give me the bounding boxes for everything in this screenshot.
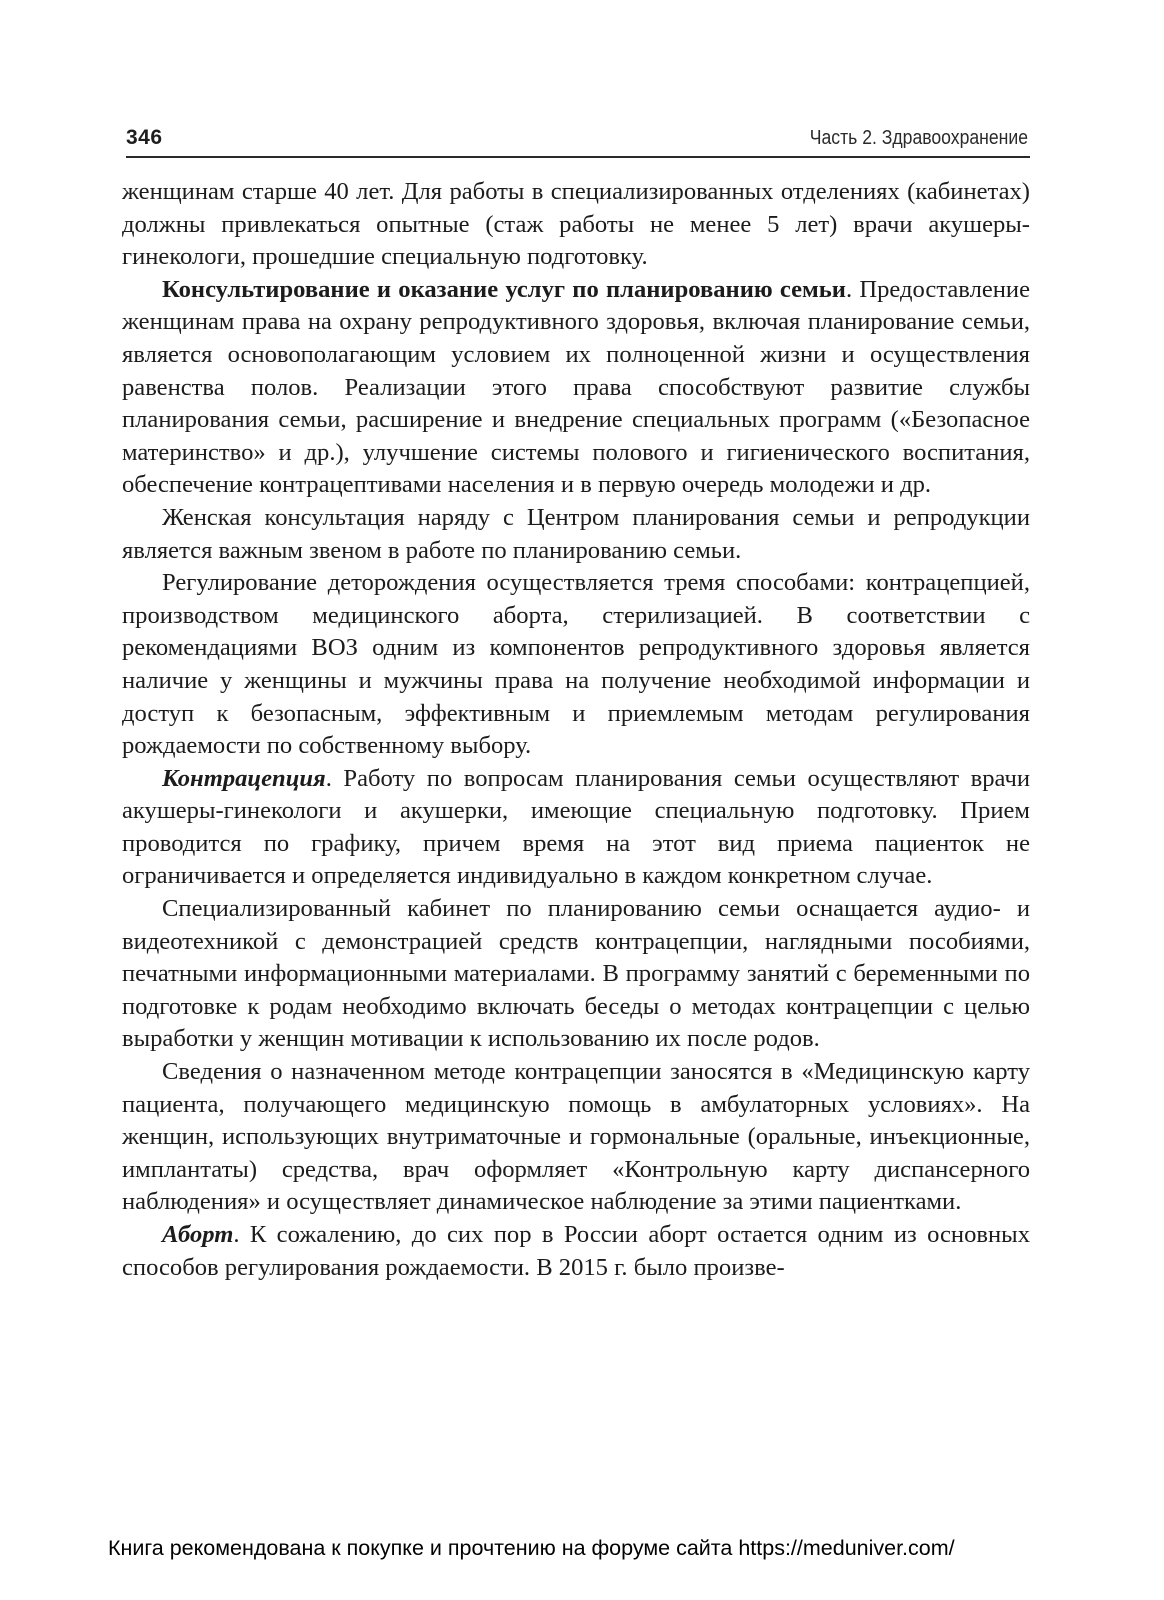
paragraph-text: Женская консультация наряду с Центром планирования семьи и репродукции является важным звеном в работе по планированию семьи. <box>122 503 1030 564</box>
paragraph-term: Консультирование и оказание услуг по планированию семьи <box>162 275 846 303</box>
chapter-title: Часть 2. Здравоохранение <box>809 127 1028 149</box>
page-number: 346 <box>126 126 163 149</box>
footer-note: Книга рекомендована к покупке и прочтению на форуме сайта https://meduniver.com/ <box>108 1536 955 1560</box>
paragraph-continuation <box>122 176 1030 274</box>
paragraph-text: . Предоставление женщинам права на охрану репродуктивного здоровья, включая планирование семьи, является основополагающим условием их полноценной жизни и осуществления равенства полов. Реализации этого права способствуют развитие службы планирования семьи, расширение и внедрение специальных программ («Безопасное материнство» и др.), улучшение системы полового и гигиенического воспитания, обеспечение контрацептивами населения и в первую очередь молодежи и др. <box>122 275 1030 499</box>
paragraph-text: . Работу по вопросам планирования семьи осуществляют врачи акушеры-гинекологи и акушерки, имеющие специальную подготовку. Прием проводится по графику, причем время на этот вид приема пациенток не ограничивается и определяется индивидуально в каждом конкретном случае. <box>122 764 1030 890</box>
paragraph-text: Сведения о назначенном методе контрацепции заносятся в «Медицинскую карту пациента, получающего медицинскую помощь в амбулаторных условиях». На женщин, использующих внутриматочные и гормональные (оральные, инъекционные, имплантаты) средства, врач оформляет «Контрольную карту диспансерного наблюдения» и осуществляет динамическое наблюдение за этими пациентками. <box>122 1058 1030 1216</box>
running-head <box>126 124 1030 158</box>
paragraph-medical-records <box>122 1056 1030 1219</box>
paragraph-text: Специализированный кабинет по планированию семьи оснащается аудио- и видеотехникой с демонстрацией средств контрацепции, наглядными пособиями, печатными информационными материалами. В программу занятий с беременными по подготовке к родам необходимо включать беседы о методах контрацепции с целью выработки у женщин мотивации к использованию их после родов. <box>122 895 1030 1053</box>
paragraph-text: . К сожалению, до сих пор в России аборт остается одним из основных способов регулирования рождаемости. В 2015 г. было произве- <box>122 1221 1030 1281</box>
paragraph-contraception <box>122 763 1030 893</box>
paragraph-consultation <box>122 502 1030 567</box>
paragraph-text: женщинам старше 40 лет. Для работы в специализированных отделениях (кабинетах) должны привлекаться опытные (стаж работы не менее 5 лет) врачи акушеры-гинекологи, прошедшие специальную подготовку. <box>122 178 1030 271</box>
paragraph-abortion <box>122 1219 1030 1284</box>
paragraph-term: Контрацепция <box>162 764 326 792</box>
paragraph-specialized-office <box>122 893 1030 1056</box>
paragraph-term: Аборт <box>162 1221 234 1248</box>
paragraph-family-planning <box>122 274 1030 502</box>
paragraph-birth-regulation <box>122 567 1030 763</box>
paragraph-text: Регулирование деторождения осуществляется тремя способами: контрацепцией, производством медицинского аборта, стерилизацией. В соответствии с рекомендациями ВОЗ одним из компонентов репродуктивного здоровья является наличие у женщины и мужчины права на получение необходимой информации и доступ к безопасным, эффективным и приемлемым методам регулирования рождаемости по собственному выбору. <box>122 569 1030 760</box>
body-text <box>122 176 1030 1284</box>
